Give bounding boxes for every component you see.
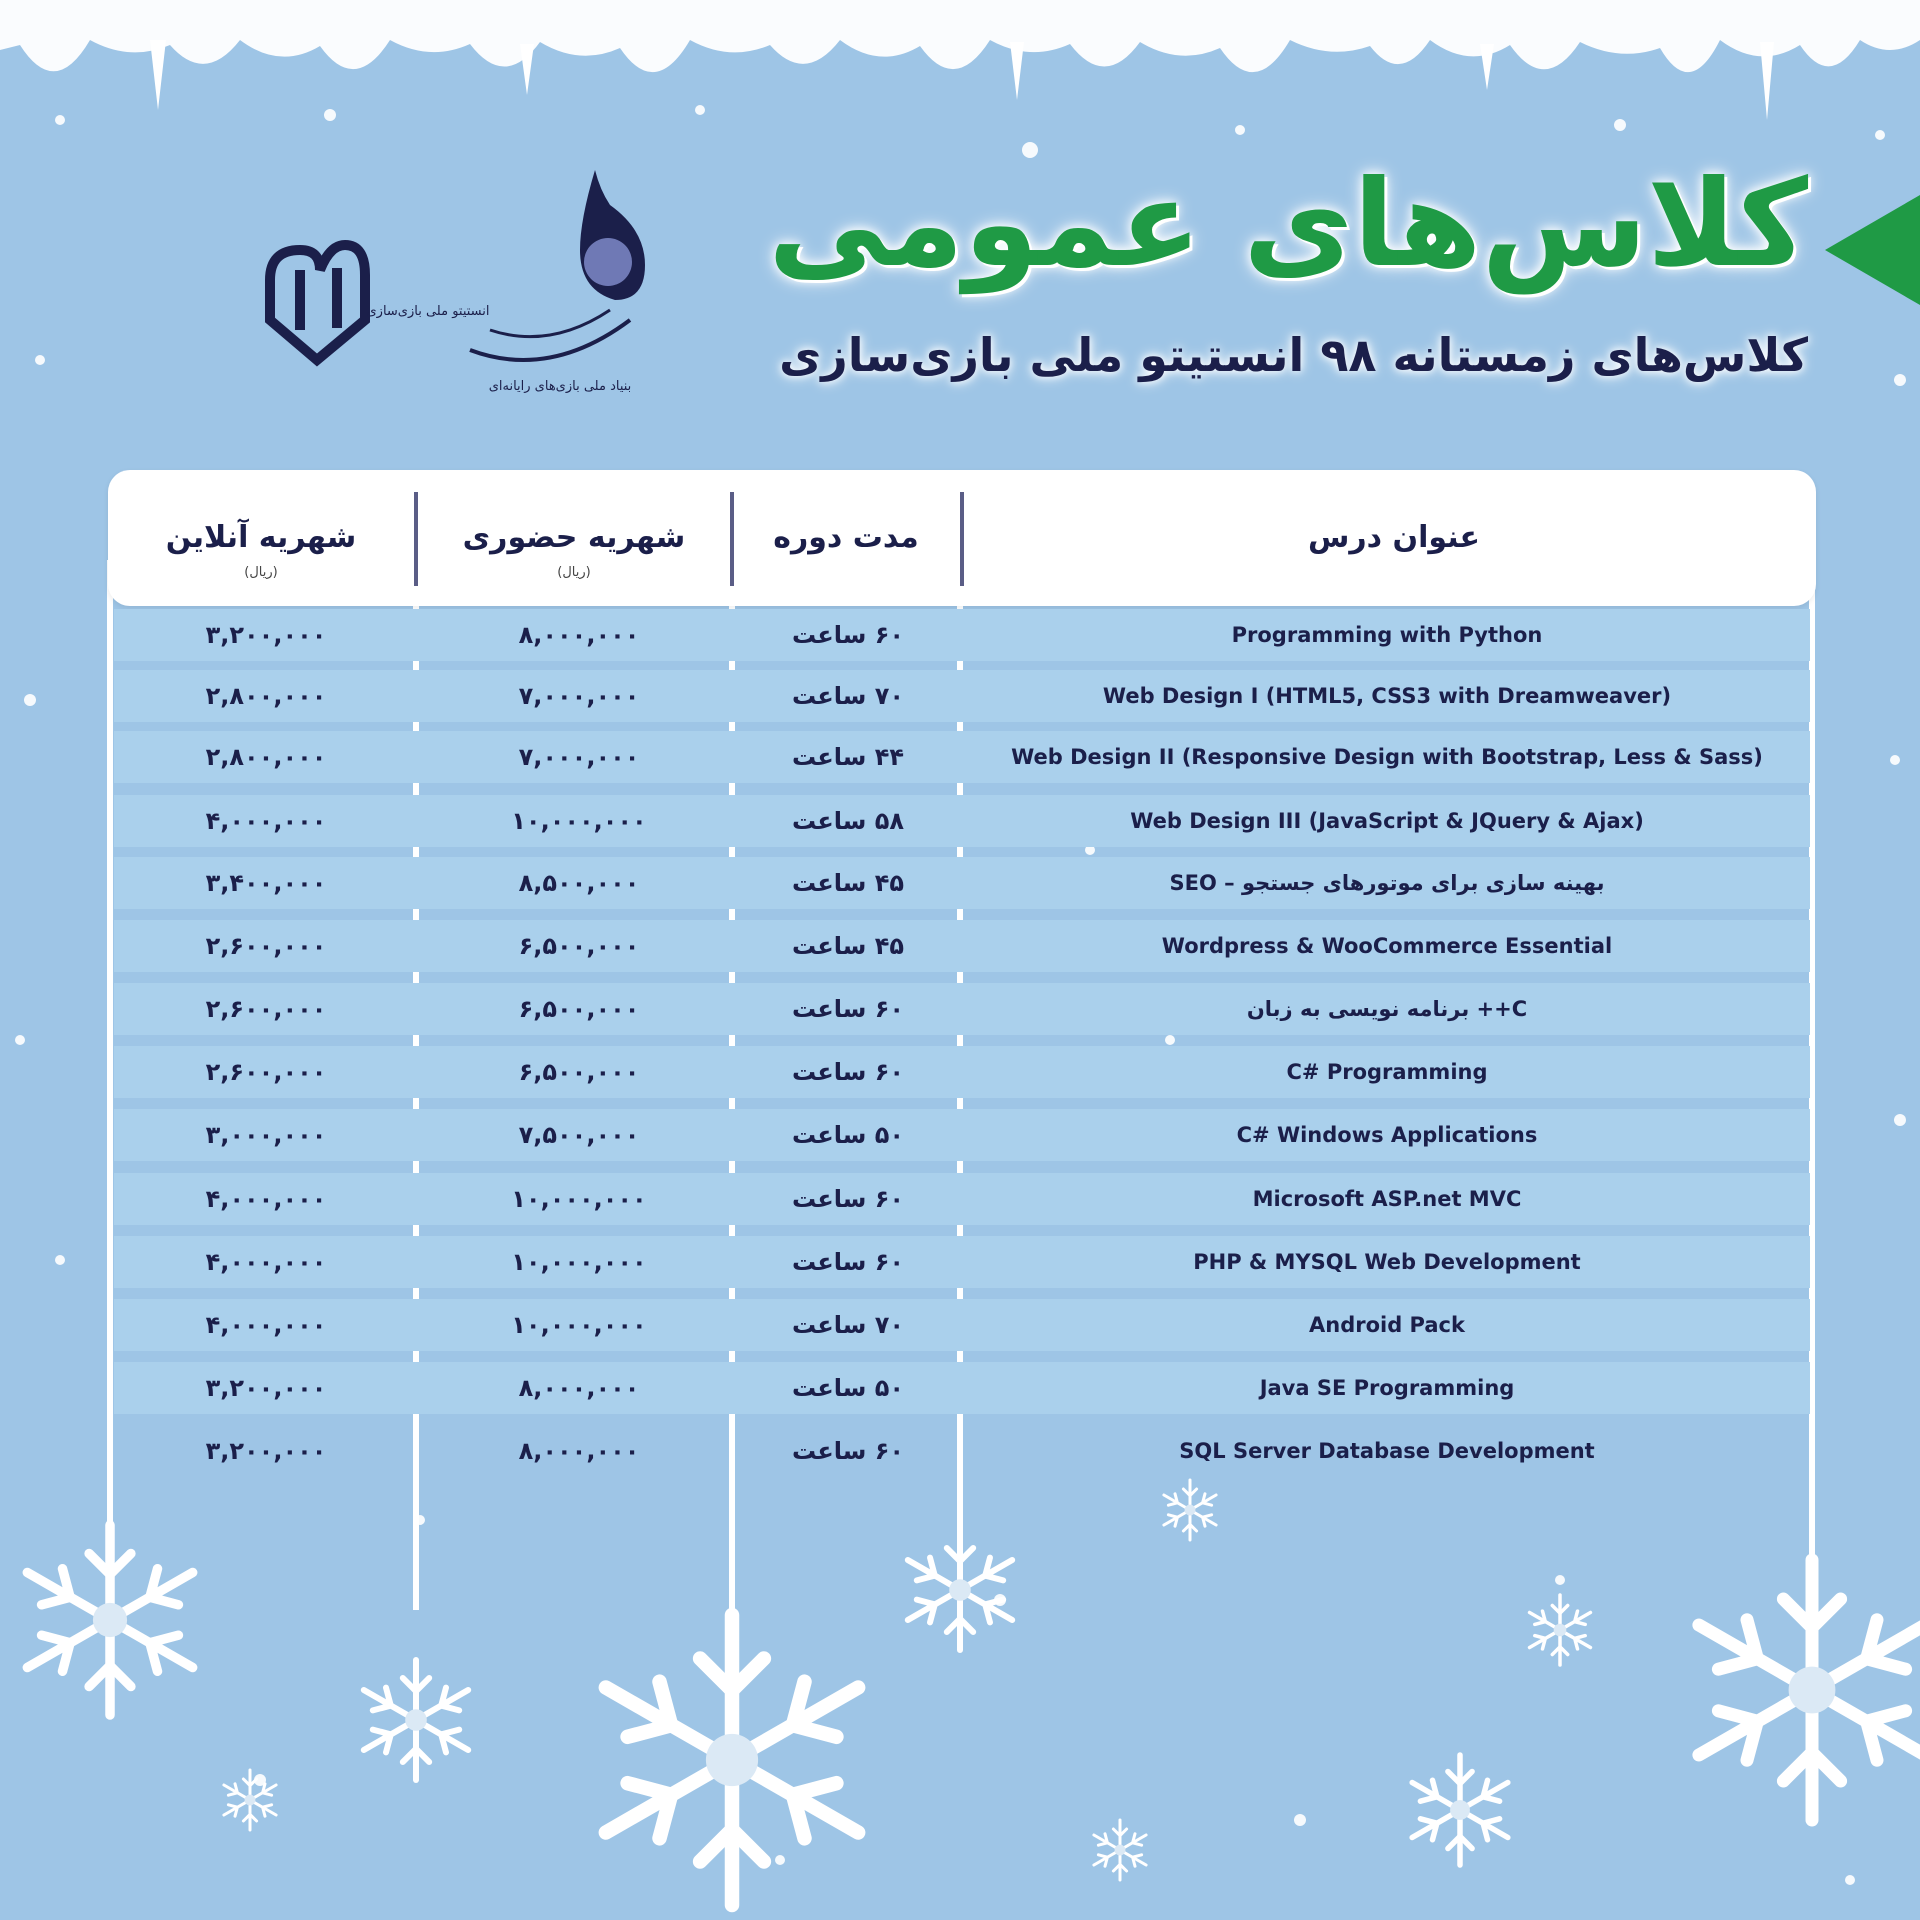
online-fee: ۴,۰۰۰,۰۰۰ bbox=[205, 1311, 327, 1339]
table-row bbox=[114, 983, 1810, 1035]
in-person-fee: ۶,۵۰۰,۰۰۰ bbox=[518, 995, 640, 1023]
online-fee: ۳,۰۰۰,۰۰۰ bbox=[205, 1121, 327, 1149]
course-title: C# Windows Applications bbox=[1236, 1123, 1538, 1147]
online-fee: ۳,۲۰۰,۰۰۰ bbox=[205, 1437, 327, 1465]
online-fee: ۴,۰۰۰,۰۰۰ bbox=[205, 1248, 327, 1276]
in-person-fee: ۱۰,۰۰۰,۰۰۰ bbox=[511, 807, 647, 835]
table-row bbox=[114, 920, 1810, 972]
page-subtitle: کلاس‌های زمستانه ۹۸ انستیتو ملی بازی‌سازی bbox=[779, 328, 1808, 382]
table-row bbox=[114, 609, 1810, 661]
column-divider bbox=[960, 492, 964, 586]
course-title: Java SE Programming bbox=[1259, 1376, 1515, 1400]
table-row bbox=[114, 1425, 1810, 1477]
column-divider bbox=[414, 492, 418, 586]
green-arrow-icon bbox=[1825, 195, 1920, 305]
in-person-fee: ۱۰,۰۰۰,۰۰۰ bbox=[511, 1185, 647, 1213]
course-title: Web Design II (Responsive Design with Bootstrap, Less & Sass) bbox=[1011, 745, 1763, 769]
table-row bbox=[114, 731, 1810, 783]
logos bbox=[250, 150, 700, 410]
course-duration: ۶۰ ساعت bbox=[791, 621, 905, 649]
national-game-institute-logo bbox=[270, 245, 490, 360]
column-header-title: عنوان درس bbox=[1308, 520, 1480, 555]
course-title: Programming with Python bbox=[1231, 623, 1543, 647]
course-title: برنامه نویسی به زبان ++C bbox=[1246, 997, 1528, 1021]
in-person-fee: ۶,۵۰۰,۰۰۰ bbox=[518, 932, 640, 960]
course-duration: ۶۰ ساعت bbox=[791, 1248, 905, 1276]
course-title: SQL Server Database Development bbox=[1179, 1439, 1595, 1463]
in-person-fee: ۸,۰۰۰,۰۰۰ bbox=[518, 1437, 640, 1465]
course-duration: ۶۰ ساعت bbox=[791, 1058, 905, 1086]
table-row bbox=[114, 1362, 1810, 1414]
table-row bbox=[114, 857, 1810, 909]
course-title: Android Pack bbox=[1309, 1313, 1465, 1337]
computer-games-foundation-logo bbox=[470, 170, 645, 394]
course-duration: ۶۰ ساعت bbox=[791, 1437, 905, 1465]
in-person-fee: ۱۰,۰۰۰,۰۰۰ bbox=[511, 1248, 647, 1276]
in-person-fee: ۶,۵۰۰,۰۰۰ bbox=[518, 1058, 640, 1086]
course-title: Microsoft ASP.net MVC bbox=[1252, 1187, 1522, 1211]
course-title: PHP & MYSQL Web Development bbox=[1193, 1250, 1581, 1274]
course-duration: ۵۰ ساعت bbox=[791, 1121, 905, 1149]
course-duration: ۷۰ ساعت bbox=[791, 682, 905, 710]
online-fee: ۳,۲۰۰,۰۰۰ bbox=[205, 1374, 327, 1402]
table-row bbox=[114, 670, 1810, 722]
table-row bbox=[114, 1109, 1810, 1161]
logo-right-text: بنیاد ملی بازی‌های رایانه‌ای bbox=[488, 379, 632, 394]
logo-left-text: انستیتو ملی بازی‌سازی bbox=[366, 304, 490, 319]
snow-cap bbox=[0, 0, 1920, 72]
column-header-online-fee: شهریه آنلاین (ریال) bbox=[165, 520, 357, 580]
online-fee: ۴,۰۰۰,۰۰۰ bbox=[205, 807, 327, 835]
column-header-in-person-fee: شهریه حضوری (ریال) bbox=[462, 520, 686, 580]
table-row bbox=[114, 1236, 1810, 1288]
course-duration: ۶۰ ساعت bbox=[791, 995, 905, 1023]
table-header bbox=[108, 470, 1816, 606]
online-fee: ۳,۴۰۰,۰۰۰ bbox=[205, 869, 327, 897]
column-divider bbox=[730, 492, 734, 586]
in-person-fee: ۸,۰۰۰,۰۰۰ bbox=[518, 621, 640, 649]
course-title: SEO – بهینه سازی برای موتورهای جستجو bbox=[1169, 871, 1605, 895]
course-duration: ۵۰ ساعت bbox=[791, 1374, 905, 1402]
course-title: Web Design I (HTML5, CSS3 with Dreamweaver) bbox=[1102, 684, 1672, 708]
in-person-fee: ۱۰,۰۰۰,۰۰۰ bbox=[511, 1311, 647, 1339]
course-duration: ۴۵ ساعت bbox=[791, 869, 905, 897]
course-title: Web Design III (JavaScript & JQuery & Ajax) bbox=[1130, 809, 1644, 833]
online-fee: ۲,۸۰۰,۰۰۰ bbox=[205, 682, 327, 710]
in-person-fee: ۷,۵۰۰,۰۰۰ bbox=[518, 1121, 640, 1149]
course-duration: ۴۵ ساعت bbox=[791, 932, 905, 960]
course-duration: ۷۰ ساعت bbox=[791, 1311, 905, 1339]
course-duration: ۴۴ ساعت bbox=[791, 743, 905, 771]
in-person-fee: ۷,۰۰۰,۰۰۰ bbox=[518, 682, 640, 710]
online-fee: ۲,۶۰۰,۰۰۰ bbox=[205, 932, 327, 960]
in-person-fee: ۷,۰۰۰,۰۰۰ bbox=[518, 743, 640, 771]
table-row bbox=[114, 1173, 1810, 1225]
online-fee: ۲,۶۰۰,۰۰۰ bbox=[205, 1058, 327, 1086]
online-fee: ۲,۸۰۰,۰۰۰ bbox=[205, 743, 327, 771]
online-fee: ۲,۶۰۰,۰۰۰ bbox=[205, 995, 327, 1023]
in-person-fee: ۸,۵۰۰,۰۰۰ bbox=[518, 869, 640, 897]
online-fee: ۳,۲۰۰,۰۰۰ bbox=[205, 621, 327, 649]
course-duration: ۶۰ ساعت bbox=[791, 1185, 905, 1213]
page-title: کلاس‌های عمومی bbox=[768, 155, 1808, 294]
online-fee: ۴,۰۰۰,۰۰۰ bbox=[205, 1185, 327, 1213]
table-row bbox=[114, 1299, 1810, 1351]
course-duration: ۵۸ ساعت bbox=[791, 807, 905, 835]
table-row bbox=[114, 795, 1810, 847]
column-header-duration: مدت دوره bbox=[773, 520, 919, 555]
table-row bbox=[114, 1046, 1810, 1098]
in-person-fee: ۸,۰۰۰,۰۰۰ bbox=[518, 1374, 640, 1402]
course-title: C# Programming bbox=[1286, 1060, 1488, 1084]
course-title: Wordpress & WooCommerce Essential bbox=[1161, 934, 1613, 958]
